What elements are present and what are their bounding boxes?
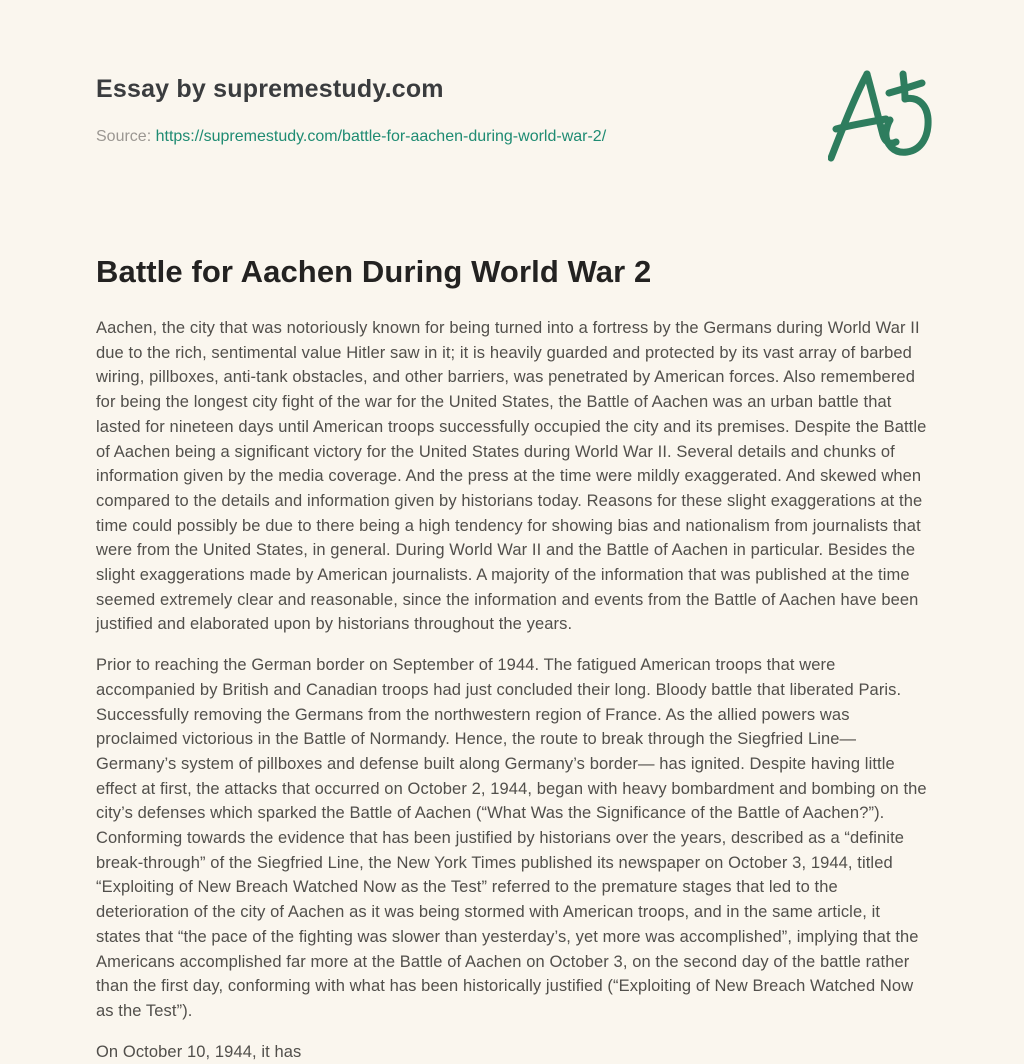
- supremestudy-logo: [828, 70, 932, 164]
- essay-paragraph-1: Aachen, the city that was notoriously known for being turned into a fortress by the Germans during World War II due to the rich, sentimental value Hitler saw in it; it is heavily guarded and protected by its vast array of barbed wiring, pillboxes, anti-tank obstacles, and other barriers, was penetrated by American forces. Also remembered for being the longest city fight of the war for the United States, the Battle of Aachen was an urban battle that lasted for nineteen days until American troops successfully occupied the city and its premises. Despite the Battle of Aachen being a significant victory for the United States during World War II. Several details and chunks of information given by the media coverage. And the press at the time were mildly exaggerated. And skewed when compared to the details and information given by historians today. Reasons for these slight exaggerations at the time could possibly be due to there being a high tendency for showing bias and nationalism from journalists that were from the United States, in general. During World War II and the Battle of Aachen in particular. Besides the slight exaggerations made by American journalists. A majority of the information that was published at the time seemed extremely clear and reasonable, since the information and events from the Battle of Aachen have been justified and elaborated upon by historians throughout the years.: [96, 319, 927, 634]
- essay-body: [96, 316, 928, 1064]
- source-label: Source:: [96, 128, 152, 145]
- source-line: [96, 126, 928, 148]
- essay-paragraph-2: Prior to reaching the German border on September of 1944. The fatigued American troops that were accompanied by British and Canadian troops had just concluded their long. Bloody battle that liberated Paris. Successfully removing the Germans from the northwestern region of France. As the allied powers was proclaimed victorious in the Battle of Normandy. Hence, the route to break through the Siegfried Line— Germany’s system of pillboxes and defense built along Germany’s border— has ignited. Despite having little effect at first, the attacks that occurred on October 2, 1944, began with heavy bombardment and bombing on the city’s defenses which sparked the Battle of Aachen (“What Was the Significance of the Battle of Aachen?”). Conforming towards the evidence that has been justified by historians over the years, described as a “definite break-through” of the Siegfried Line, the New York Times published its newspaper on October 3, 1944, titled “Exploiting of New Breach Watched Now as the Test” referred to the premature stages that led to the deterioration of the city of Aachen as it was being stormed with American troops, and in the same article, it states that “the pace of the fighting was slower than yesterday’s, yet more was accomplished”, implying that the Americans accomplished far more at the Battle of Aachen on October 3, on the second day of the battle rather than the first day, conforming with what has been historically justified (“Exploiting of New Breach Watched Now as the Test”).: [96, 656, 927, 1020]
- essay-paragraph-3: On October 10, 1944, it has: [96, 1042, 302, 1061]
- page-header-title: Essay by supremestudy.com: [96, 75, 444, 103]
- a-plus-logo-icon: [828, 70, 932, 164]
- source-link[interactable]: https://supremestudy.com/battle-for-aachen-during-world-war-2/: [155, 128, 607, 145]
- page-header: [96, 74, 928, 148]
- essay-title: Battle for Aachen During World War 2: [96, 254, 652, 289]
